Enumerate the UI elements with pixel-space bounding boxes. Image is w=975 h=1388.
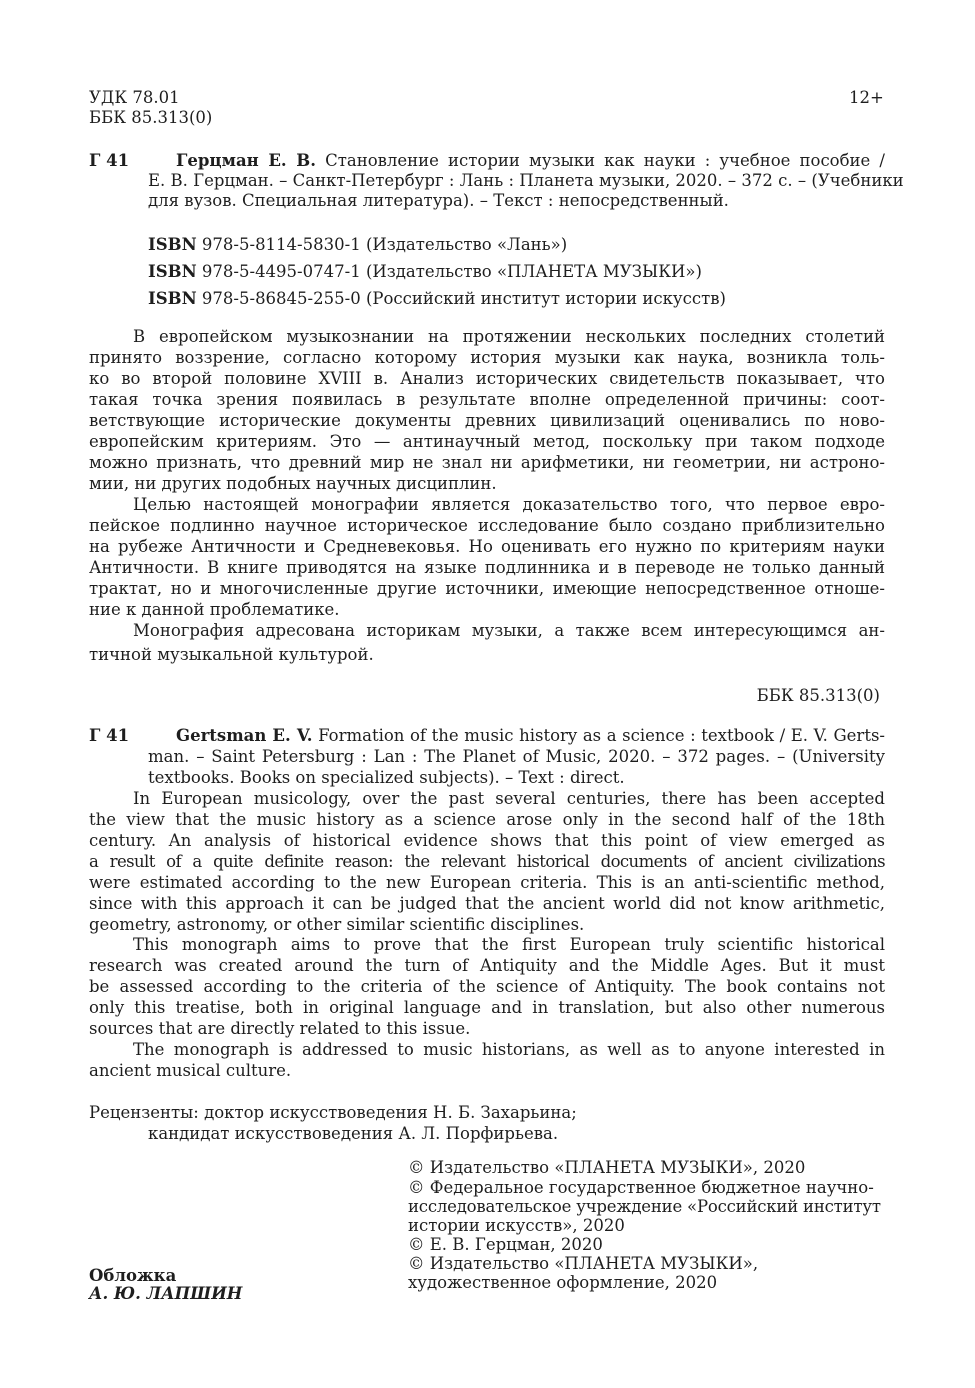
- en-abstract-line: The monograph is addressed to music historians, as well as to anyone interested in: [133, 1040, 885, 1059]
- en-abstract-line: This monograph aims to prove that the first European truly scientific historical: [133, 935, 885, 954]
- cover-label: Обложка: [89, 1266, 177, 1285]
- en-abstract-line: ancient musical culture.: [89, 1061, 292, 1080]
- age-rating: 12+: [849, 88, 884, 107]
- bbk-code-right: ББК 85.313(0): [756, 686, 880, 705]
- ru-abstract-line: принято воззрение, согласно которому история музыки как наука, возникла толь-: [89, 348, 885, 367]
- isbn-value: 978-5-86845-255-0 (Российский институт истории искусств): [201, 289, 726, 308]
- ru-entry-line2: Е. В. Герцман. – Санкт-Петербург : Лань : Планета музыки, 2020. – 372 с. – (Учебники: [148, 171, 904, 190]
- ru-abstract-line: ко во второй половине XVIII в. Анализ исторических свидетельств показывает, что: [89, 369, 885, 388]
- ru-abstract-line: ветствующие исторические документы древних цивилизаций оценивались по ново-: [89, 411, 885, 430]
- cover-artist: А. Ю. ЛАПШИН: [89, 1284, 243, 1303]
- ru-abstract-line: на рубеже Античности и Средневековья. Но оценивать его нужно по критериям науки: [89, 537, 885, 556]
- isbn-line: [148, 235, 567, 254]
- isbn-value: 978-5-8114-5830-1 (Издательство «Лань»): [201, 235, 568, 254]
- ru-abstract-line: тичной музыкальной культурой.: [89, 645, 374, 664]
- copyright-line: истории искусств», 2020: [408, 1216, 625, 1235]
- ru-abstract-line: такая точка зрения появилась в результате вполне определенной причины: соот-: [89, 390, 885, 409]
- copyright-line: © Издательство «ПЛАНЕТА МУЗЫКИ», 2020: [408, 1158, 806, 1177]
- ru-entry-line3: для вузов. Специальная литература). – Текст : непосредственный.: [148, 191, 729, 210]
- reviewers-line: кандидат искусствоведения А. Л. Порфирьева.: [148, 1124, 559, 1143]
- isbn-line: [148, 262, 702, 281]
- isbn-line: [148, 289, 726, 308]
- en-entry-line2: man. – Saint Petersburg : Lan : The Planet of Music, 2020. – 372 pages. – (University: [148, 747, 885, 766]
- isbn-label: ISBN: [148, 235, 197, 254]
- en-abstract-line: geometry, astronomy, or other similar scientific disciplines.: [89, 915, 585, 934]
- copyright-line: © Издательство «ПЛАНЕТА МУЗЫКИ»,: [408, 1254, 759, 1273]
- isbn-label: ISBN: [148, 289, 197, 308]
- en-entry-author: Gertsman E. V.: [176, 726, 313, 745]
- en-abstract-line: In European musicology, over the past several centuries, there has been accepted: [133, 789, 885, 808]
- ru-abstract-line: можно признать, что древний мир не знал ни арифметики, ни геометрии, ни астроно-: [89, 453, 885, 472]
- en-abstract-line: since with this approach it can be judged that the ancient world did not know arithmetic,: [89, 894, 885, 913]
- copyright-line: художественное оформление, 2020: [408, 1273, 718, 1292]
- reviewers-line: Рецензенты: доктор искусствоведения Н. Б. Захарьина;: [89, 1103, 577, 1122]
- ru-abstract-line: В европейском музыкознании на протяжении нескольких последних столетий: [133, 327, 885, 346]
- ru-abstract-line: трактат, но и многочисленные другие источники, имеющие непосредственное отноше-: [89, 579, 885, 598]
- copyright-line: исследовательское учреждение «Российский институт: [408, 1197, 881, 1216]
- en-abstract-line: only this treatise, both in original language and in translation, but also other numerous: [89, 998, 885, 1017]
- en-abstract-line: the view that the music history as a science arose only in the second half of the 18th: [89, 810, 885, 829]
- ru-abstract-line: европейским критериям. Это — антинаучный метод, поскольку при таком подходе: [89, 432, 885, 451]
- en-abstract-line: research was created around the turn of Antiquity and the Middle Ages. But it must: [89, 956, 885, 975]
- en-abstract-line: century. An analysis of historical evidence shows that this point of view emerged as: [89, 831, 885, 850]
- ru-entry-code: Г 41: [89, 151, 130, 170]
- en-abstract-line: a result of a quite definite reason: the relevant historical documents of ancient civilizations: [89, 852, 885, 871]
- en-entry-line1: [176, 726, 885, 745]
- isbn-label: ISBN: [148, 262, 197, 281]
- bbk-code: ББК 85.313(0): [89, 108, 213, 127]
- ru-abstract-line: Монография адресована историкам музыки, а также всем интересующимся ан-: [133, 621, 885, 640]
- ru-entry-author: Герцман Е. В.: [176, 151, 316, 170]
- ru-abstract-line: мии, ни других подобных научных дисциплин.: [89, 474, 497, 493]
- copyright-line: © Федеральное государственное бюджетное научно-: [408, 1178, 874, 1197]
- en-entry-code: Г 41: [89, 726, 130, 745]
- isbn-value: 978-5-4495-0747-1 (Издательство «ПЛАНЕТА МУЗЫКИ»): [201, 262, 702, 281]
- en-abstract-line: be assessed according to the criteria of the science of Antiquity. The book contains not: [89, 977, 885, 996]
- udk-code: УДК 78.01: [89, 88, 180, 107]
- en-abstract-line: were estimated according to the new European criteria. This is an anti-scientific method,: [89, 873, 885, 892]
- copyright-line: © Е. В. Герцман, 2020: [408, 1235, 603, 1254]
- ru-entry-line1: [176, 151, 885, 170]
- ru-entry-title: Становление истории музыки как науки : учебное пособие /: [325, 151, 885, 170]
- ru-abstract-line: ние к данной проблематике.: [89, 600, 340, 619]
- en-entry-line3: textbooks. Books on specialized subjects). – Text : direct.: [148, 768, 625, 787]
- ru-abstract-line: Античности. В книге приводятся на языке подлинника и в переводе не только данный: [89, 558, 885, 577]
- en-entry-title: Formation of the music history as a science : textbook / E. V. Gerts-: [318, 726, 885, 745]
- ru-abstract-line: Целью настоящей монографии является доказательство того, что первое евро-: [133, 495, 885, 514]
- ru-abstract-line: пейское подлинно научное историческое исследование было создано приблизительно: [89, 516, 885, 535]
- en-abstract-line: sources that are directly related to this issue.: [89, 1019, 471, 1038]
